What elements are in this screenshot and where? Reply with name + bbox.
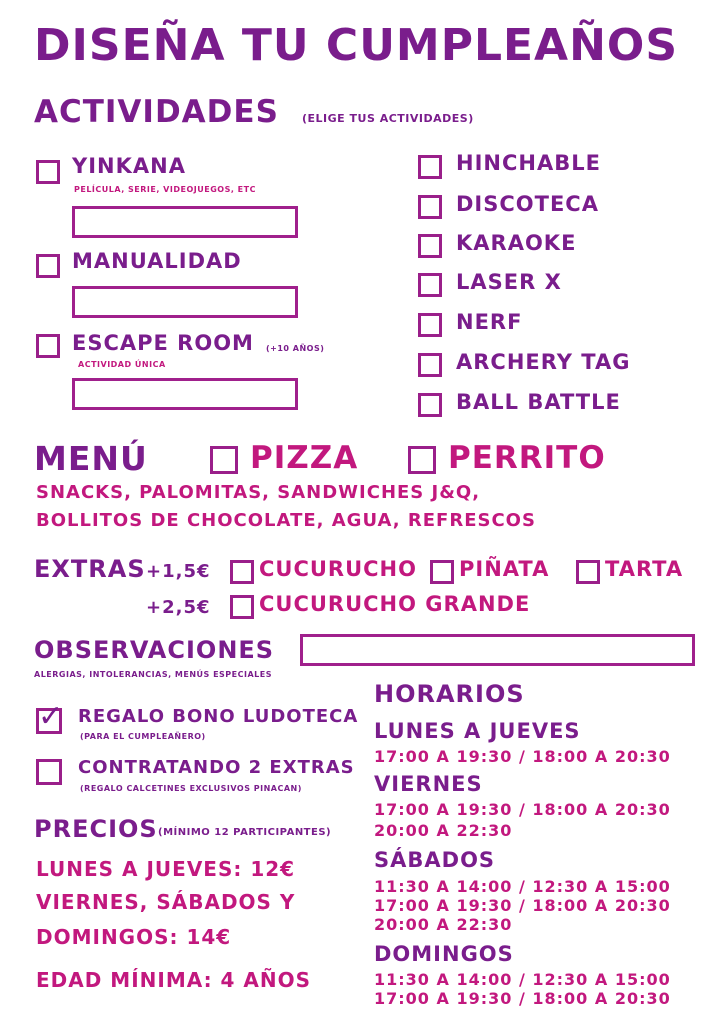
prices-note: (MÍNIMO 12 PARTICIPANTES): [158, 827, 332, 838]
checkbox-tarta[interactable]: [576, 560, 600, 584]
min-age: EDAD MÍNIMA: 4 AÑOS: [36, 968, 312, 992]
schedule-times: 17:00 A 19:30 / 18:00 A 20:30: [374, 800, 671, 819]
yinkana-input[interactable]: [72, 206, 298, 238]
manualidad-input[interactable]: [72, 286, 298, 318]
checkbox-perrito[interactable]: [408, 446, 436, 474]
schedule-times: 17:00 A 19:30 / 18:00 A 20:30: [374, 747, 671, 766]
gift-sub-bono: (PARA EL CUMPLEAÑERO): [80, 732, 206, 741]
schedule-day-sunday: DOMINGOS: [374, 942, 514, 966]
activity-karaoke: KARAOKE: [456, 231, 577, 255]
checkbox-regalo-bono[interactable]: [36, 699, 64, 734]
price-weekday: LUNES A JUEVES: 12€: [36, 857, 296, 881]
check-icon: ✓: [38, 699, 64, 734]
checkbox-yinkana[interactable]: [36, 160, 60, 184]
gift-label-bono: REGALO BONO LUDOTECA: [78, 706, 359, 727]
checkbox-contratando-extras[interactable]: [36, 759, 62, 785]
observations-heading: OBSERVACIONES: [34, 636, 275, 664]
page-title: DISEÑA TU CUMPLEAÑOS: [34, 20, 679, 71]
escape-room-input[interactable]: [72, 378, 298, 410]
escape-room-age-note: (+10 AÑOS): [266, 344, 325, 353]
activity-nerf: NERF: [456, 310, 523, 334]
activity-label-escape-room: ESCAPE ROOM: [72, 331, 254, 355]
extra-cucurucho: CUCURUCHO: [259, 557, 417, 581]
schedule-times: 20:00 A 22:30: [374, 915, 513, 934]
schedule-day-friday: VIERNES: [374, 772, 483, 796]
activity-archery-tag: ARCHERY TAG: [456, 350, 631, 374]
observations-input[interactable]: [300, 634, 695, 666]
checkbox-hinchable[interactable]: [418, 155, 442, 179]
checkbox-discoteca[interactable]: [418, 195, 442, 219]
checkbox-karaoke[interactable]: [418, 234, 442, 258]
checkbox-escape-room[interactable]: [36, 334, 60, 358]
activity-label-yinkana: YINKANA: [72, 154, 186, 178]
extra-cucurucho-grande: CUCURUCHO GRANDE: [259, 592, 531, 616]
schedule-times: 11:30 A 14:00 / 12:30 A 15:00: [374, 970, 671, 989]
gift-sub-extras: (REGALO CALCETINES EXCLUSIVOS PINACAN): [80, 784, 302, 793]
activity-sub-yinkana: PELÍCULA, SERIE, VIDEOJUEGOS, ETC: [74, 185, 256, 194]
checkbox-pizza[interactable]: [210, 446, 238, 474]
extra-pinata: PIÑATA: [459, 557, 550, 581]
schedule-times: 17:00 A 19:30 / 18:00 A 20:30: [374, 896, 671, 915]
extras-price-1: +1,5€: [146, 561, 211, 582]
menu-description-line1: SNACKS, PALOMITAS, SANDWICHES J&Q,: [36, 482, 481, 503]
checkbox-laser-x[interactable]: [418, 273, 442, 297]
observations-sub: ALERGIAS, INTOLERANCIAS, MENÚS ESPECIALES: [34, 670, 272, 679]
menu-description-line2: BOLLITOS DE CHOCOLATE, AGUA, REFRESCOS: [36, 510, 536, 531]
activity-ball-battle: BALL BATTLE: [456, 390, 621, 414]
checkbox-cucurucho[interactable]: [230, 560, 254, 584]
activity-laser-x: LASER X: [456, 270, 562, 294]
menu-heading: MENÚ: [34, 439, 148, 478]
gift-label-extras: CONTRATANDO 2 EXTRAS: [78, 757, 355, 778]
activities-heading: ACTIVIDADES: [34, 94, 279, 130]
schedule-times: 11:30 A 14:00 / 12:30 A 15:00: [374, 877, 671, 896]
checkbox-cucurucho-grande[interactable]: [230, 595, 254, 619]
menu-option-perrito: PERRITO: [448, 440, 606, 476]
extras-price-2: +2,5€: [146, 597, 211, 618]
schedule-day-weekday: LUNES A JUEVES: [374, 719, 581, 743]
activity-sub-escape-room: ACTIVIDAD ÚNICA: [78, 360, 166, 369]
checkbox-ball-battle[interactable]: [418, 393, 442, 417]
schedule-heading: HORARIOS: [374, 680, 525, 708]
schedule-day-saturday: SÁBADOS: [374, 848, 496, 872]
schedule-times: 17:00 A 19:30 / 18:00 A 20:30: [374, 989, 671, 1008]
schedule-times: 20:00 A 22:30: [374, 821, 513, 840]
menu-option-pizza: PIZZA: [250, 440, 359, 476]
extra-tarta: TARTA: [605, 557, 684, 581]
extras-heading: EXTRAS: [34, 555, 146, 583]
checkbox-pinata[interactable]: [430, 560, 454, 584]
checkbox-manualidad[interactable]: [36, 254, 60, 278]
checkbox-nerf[interactable]: [418, 313, 442, 337]
activity-discoteca: DISCOTECA: [456, 192, 599, 216]
price-weekend-line1: VIERNES, SÁBADOS Y: [36, 890, 296, 914]
price-weekend-line2: DOMINGOS: 14€: [36, 925, 232, 949]
activity-hinchable: HINCHABLE: [456, 151, 601, 175]
prices-heading: PRECIOS: [34, 815, 158, 843]
activities-hint: (ELIGE TUS ACTIVIDADES): [302, 112, 474, 125]
activity-label-manualidad: MANUALIDAD: [72, 249, 242, 273]
checkbox-archery-tag[interactable]: [418, 353, 442, 377]
